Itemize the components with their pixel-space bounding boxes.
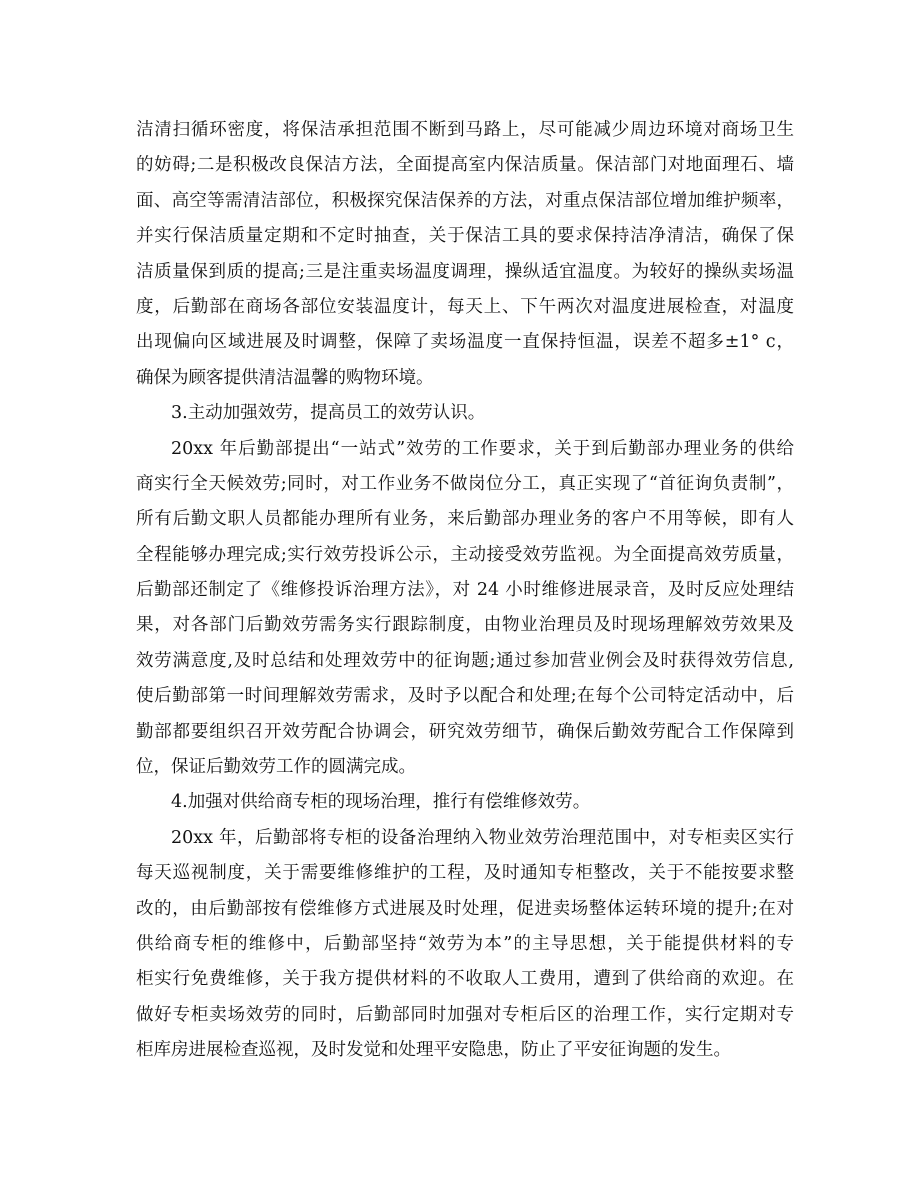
text-line: 并实行保洁质量定期和不定时抽查，关于保洁工具的要求保持洁净清洁，确保了保 <box>136 226 794 247</box>
text-line: 效劳满意度,及时总结和处理效劳中的征询题;通过参加营业例会及时获得效劳信息, <box>136 650 794 671</box>
text-line: 后勤部还制定了《维修投诉治理方法》，对 24 小时维修进展录音，及时反应处理结 <box>136 580 794 601</box>
text-line: 商实行全天候效劳;同时，对工作业务不做岗位分工，真正实现了“首征询负责制”， <box>136 473 794 494</box>
text-line: 每天巡视制度，关于需要维修维护的工程，及时通知专柜整改，关于不能按要求整 <box>136 863 794 884</box>
section-heading: 4.加强对供给商专柜的现场治理，推行有偿维修效劳。 <box>171 792 591 813</box>
text-line: 使后勤部第一时间理解效劳需求，及时予以配合和处理;在每个公司特定活动中，后 <box>136 686 794 707</box>
text-line: 洁质量保到质的提高;三是注重卖场温度调理，操纵适宜温度。为较好的操纵卖场温 <box>136 261 794 282</box>
text-line: 改的，由后勤部按有偿维修方式进展及时处理，促进卖场整体运转环境的提升;在对 <box>136 898 794 919</box>
document-body <box>136 113 794 1069</box>
text-line: 20xx 年，后勤部将专柜的设备治理纳入物业效劳治理范围中，对专柜卖区实行 <box>171 827 794 848</box>
text-line: 全程能够办理完成;实行效劳投诉公示，主动接受效劳监视。为全面提高效劳质量， <box>136 544 794 565</box>
text-line: 的妨碍;二是积极改良保洁方法，全面提高室内保洁质量。保洁部门对地面理石、墙 <box>136 155 794 176</box>
text-line: 供给商专柜的维修中，后勤部坚持“效劳为本”的主导思想，关于能提供材料的专 <box>136 933 794 954</box>
text-line: 位，保证后勤效劳工作的圆满完成。 <box>136 757 416 778</box>
text-line: 勤部都要组织召开效劳配合协调会，研究效劳细节，确保后勤效劳配合工作保障到 <box>136 721 794 742</box>
text-line: 度，后勤部在商场各部位安装温度计，每天上、下午两次对温度进展检查，对温度 <box>136 296 794 317</box>
text-line: 确保为顾客提供清洁温馨的购物环境。 <box>136 367 434 388</box>
text-line: 果，对各部门后勤效劳需务实行跟踪制度，由物业治理员及时现场理解效劳效果及 <box>136 615 794 636</box>
text-line: 出现偏向区域进展及时调整，保障了卖场温度一直保持恒温，误差不超多±1° c， <box>136 332 794 353</box>
text-line: 洁清扫循环密度，将保洁承担范围不断到马路上，尽可能减少周边环境对商场卫生 <box>136 120 794 140</box>
text-line: 所有后勤文职人员都能办理所有业务，来后勤部办理业务的客户不用等候，即有人 <box>136 509 794 530</box>
text-line: 20xx 年后勤部提出“一站式”效劳的工作要求，关于到后勤部办理业务的供给 <box>171 438 794 459</box>
text-line: 做好专柜卖场效劳的同时，后勤部同时加强对专柜后区的治理工作，实行定期对专 <box>136 1004 794 1025</box>
section-heading: 3.主动加强效劳，提高员工的效劳认识。 <box>171 403 486 424</box>
text-line: 面、高空等需清洁部位，积极探究保洁保养的方法，对重点保洁部位增加维护频率， <box>136 190 794 211</box>
text-line: 柜库房进展检查巡视，及时发觉和处理平安隐患，防止了平安征询题的发生。 <box>136 1040 731 1061</box>
text-line: 柜实行免费维修，关于我方提供材料的不收取人工费用，遭到了供给商的欢迎。在 <box>136 969 794 990</box>
